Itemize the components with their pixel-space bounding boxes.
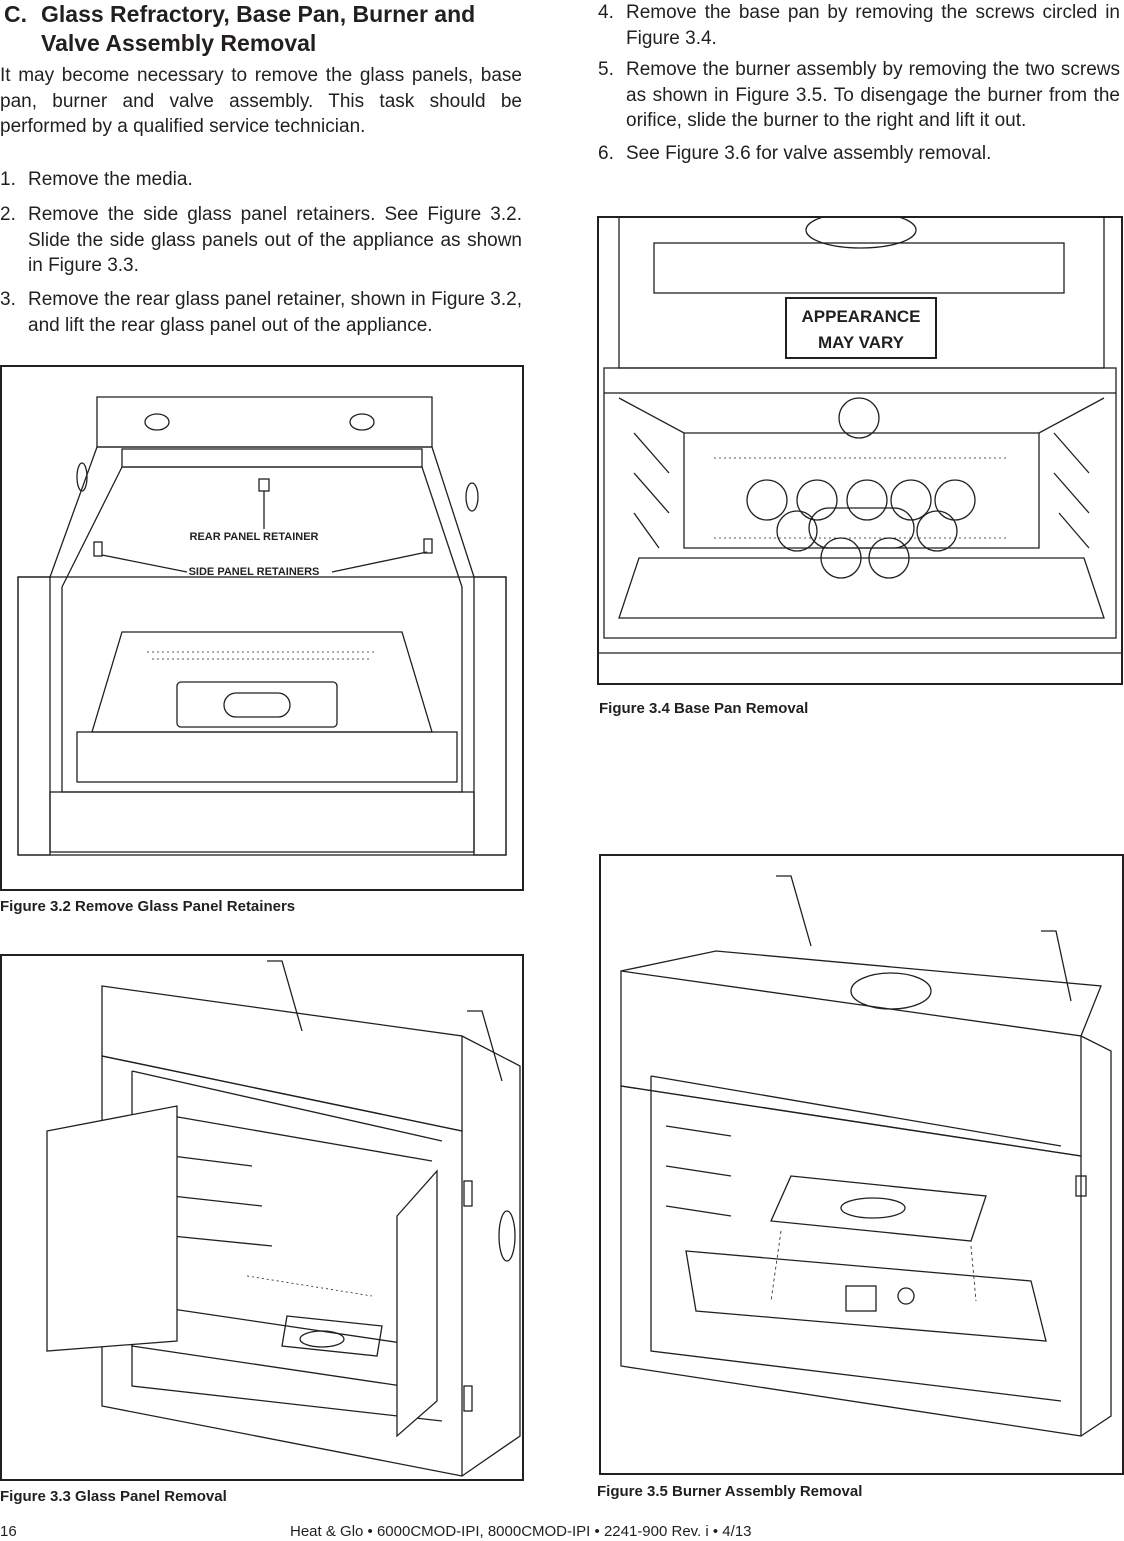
glass-panel-removal-drawing [2,956,522,1479]
step-text: Remove the rear glass panel retainer, shown in Figure 3.2, and lift the rear glass panel out of the appliance. [28,289,522,336]
step-number: 2. [0,204,16,225]
step-5 [598,57,1122,135]
figure-3-4-caption: Figure 3.4 Base Pan Removal [599,700,809,717]
section-label: C. [4,1,27,27]
step-text: Remove the burner assembly by removing the two screws as shown in Figure 3.5. To disengage the burner from the orifice, slide the burner to the right and lift it out. [626,59,1120,131]
step-4 [598,0,1122,52]
rear-retainer-callout: REAR PANEL RETAINER [189,531,319,543]
step-text: See Figure 3.6 for valve assembly removal. [626,143,992,164]
step-3 [0,287,522,339]
figure-3-2-caption: Figure 3.2 Remove Glass Panel Retainers [0,898,296,915]
section-heading [4,0,524,60]
step-text: Remove the side glass panel retainers. See Figure 3.2. Slide the side glass panels out of the appliance as shown in Figure 3.3. [28,204,522,276]
appearance-line-2: MAY VARY [818,333,904,352]
section-title: Glass Refractory, Base Pan, Burner and Valve Assembly Removal [41,1,476,56]
base-pan-removal-drawing [599,218,1121,683]
intro-paragraph: It may become necessary to remove the glass panels, base pan, burner and valve assembly. This task should be performed by a qualified service technician. [0,65,522,137]
page-number: 16 [0,1523,17,1540]
figure-3-3 [0,954,524,1481]
step-6 [598,141,1122,167]
appearance-line-1: APPEARANCE [801,307,921,326]
step-number: 4. [598,2,614,23]
step-number: 1. [0,169,16,190]
figure-3-2 [0,365,524,891]
step-number: 3. [0,289,16,310]
step-text: Remove the media. [28,169,193,190]
step-number: 5. [598,59,614,80]
step-text: Remove the base pan by removing the screws circled in Figure 3.4. [626,2,1120,49]
footer-text: Heat & Glo • 6000CMOD-IPI, 8000CMOD-IPI • 2241-900 Rev. i • 4/13 [290,1523,752,1540]
step-1 [0,167,522,193]
step-2 [0,202,522,282]
step-number: 6. [598,143,614,164]
figure-3-5-caption: Figure 3.5 Burner Assembly Removal [597,1483,863,1500]
fireplace-retainers-drawing [2,367,522,889]
burner-assembly-drawing [601,856,1122,1473]
figure-3-5 [599,854,1124,1475]
figure-3-4 [597,216,1123,685]
side-retainers-callout: SIDE PANEL RETAINERS [188,566,320,578]
figure-3-3-caption: Figure 3.3 Glass Panel Removal [0,1488,227,1505]
